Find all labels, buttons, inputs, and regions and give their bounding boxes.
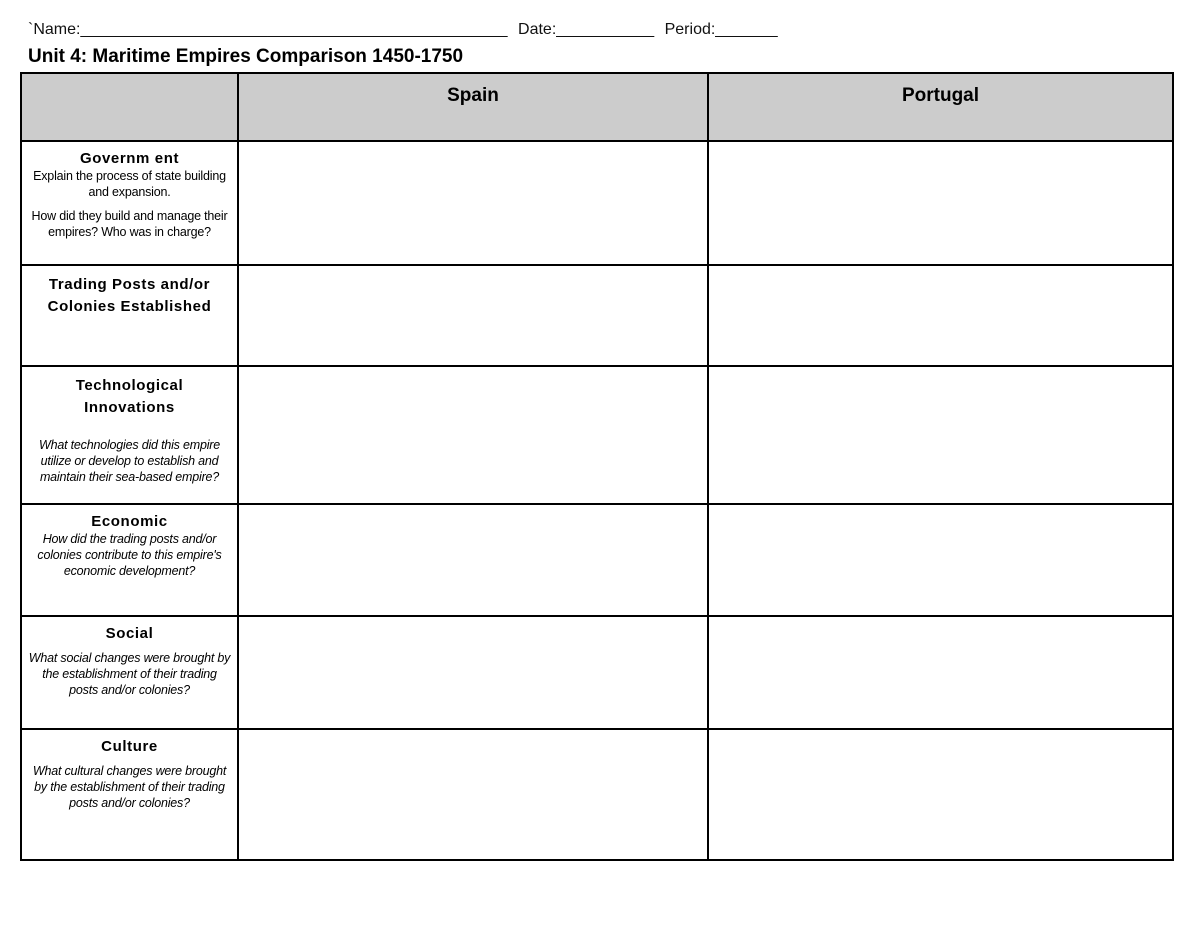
answer-cell-spain-social[interactable]: [238, 616, 708, 729]
table-header-row: [21, 73, 1173, 141]
header-empty-cell: [21, 73, 238, 141]
row-header-economic: [21, 504, 238, 616]
row-description: Explain the process of state building and expansion.: [33, 169, 226, 200]
answer-cell-spain-trading-posts[interactable]: [238, 265, 708, 366]
answer-cell-spain-technological[interactable]: [238, 366, 708, 504]
row-title: Economic: [91, 513, 168, 530]
row-title: Social: [105, 625, 154, 642]
row-header-technological: [21, 366, 238, 504]
answer-cell-portugal-economic[interactable]: [708, 504, 1173, 616]
answer-cell-spain-government[interactable]: [238, 141, 708, 265]
answer-cell-portugal-government[interactable]: [708, 141, 1173, 265]
row-description: What cultural changes were brought by the establishment of their trading posts and/or colonies?: [32, 764, 227, 811]
row-title: Trading Posts and/or Colonies Established: [47, 276, 212, 315]
row-description: What technologies did this empire utilize or develop to establish and maintain their sea-based empire?: [39, 437, 220, 484]
answer-cell-portugal-culture[interactable]: [708, 729, 1173, 860]
header-spain: Spain: [238, 73, 708, 141]
period-field-label[interactable]: Period:_______: [664, 21, 778, 38]
table-row-social: [21, 616, 1173, 729]
answer-cell-portugal-trading-posts[interactable]: [708, 265, 1173, 366]
row-description: How did they build and manage their empires? Who was in charge?: [31, 209, 228, 240]
row-header-social: [21, 616, 238, 729]
row-description: How did the trading posts and/or colonies contribute to this empire's economic development?: [37, 532, 222, 579]
table-row-government: [21, 141, 1173, 265]
header-portugal: Portugal: [708, 73, 1173, 141]
student-info-line: [28, 21, 784, 39]
row-header-trading-posts: [21, 265, 238, 366]
answer-cell-spain-culture[interactable]: [238, 729, 708, 860]
answer-cell-spain-economic[interactable]: [238, 504, 708, 616]
row-header-culture: [21, 729, 238, 860]
row-title: Governm ent: [79, 150, 180, 167]
worksheet-title: Unit 4: Maritime Empires Comparison 1450-1750: [28, 46, 464, 67]
table-row-technological: [21, 366, 1173, 504]
name-field-label[interactable]: `Name:________________________________________________: [28, 21, 508, 38]
answer-cell-portugal-social[interactable]: [708, 616, 1173, 729]
row-header-government: [21, 141, 238, 265]
date-field-label[interactable]: Date:___________: [518, 21, 655, 38]
row-description: What social changes were brought by the establishment of their trading posts and/or colonies?: [28, 651, 231, 698]
table-row-trading-posts: [21, 265, 1173, 366]
row-title: Culture: [101, 738, 158, 755]
table-row-culture: [21, 729, 1173, 860]
answer-cell-portugal-technological[interactable]: [708, 366, 1173, 504]
comparison-table: [20, 72, 1174, 861]
row-title: Technological Innovations: [75, 377, 184, 416]
table-row-economic: [21, 504, 1173, 616]
